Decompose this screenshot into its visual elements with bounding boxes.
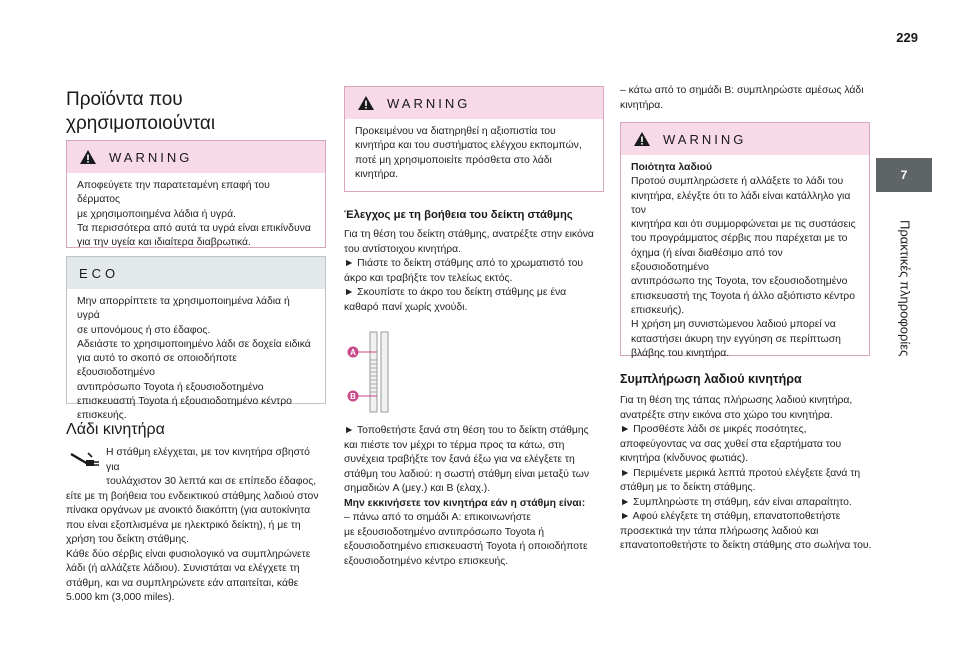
page-number: 229 [896,30,918,45]
eco-title: ECO [79,265,120,281]
mark-a-label: A [350,348,356,357]
warning-icon [633,131,651,147]
engine-oil-title: Λάδι κινητήρα [66,421,165,438]
warning-box-additives: WARNING Προκειμένου να διατηρηθεί η αξιοπιστία του κινητήρα και του συστήματος ελέγχου εκπομπών, ποτέ μη χρησιμοποιείτε πρόσθετα στο λάδι κινητήρα. [344,86,604,192]
warning-box-skin: WARNING Αποφεύγετε την παρατεταμένη επαφή του δέρματος με χρησιμοποιημένα λάδια ή υγρά. Τα περισσότερα από αυτά τα υγρά είναι επικίνδυνα για την υγεία και ιδιαίτερα διαβρωτικά. [66,140,326,248]
warning-icon [357,95,375,111]
engine-off-timer-icon [68,450,102,470]
warning-box-oil-quality: WARNING Ποιότητα λαδιού Προτού συμπληρώσετε ή αλλάξετε το λάδι του κινητήρα, ελέγξτε ότι το λάδι είναι κατάλληλο για τον κινητήρα και ότι συμμορφώνεται με τις συστάσεις του προγράμματος σέρβις που παρέχεται με το όχημα (ή είναι διαθέσιμο από τον εξουσιοδοτημένο αντιπρόσωπο της Toyota, τον εξουσιοδοτημένο επισκευαστή της Toyota ή άλλο αξιόπιστο κέντρο επισκευής). Η χρήση μη συνιστώμενου λαδιού μπορεί να καταστήσει άκυρη την εγγύηση σε περίπτωση βλάβης του κινητήρα. [620,122,870,356]
chapter-tab [876,142,960,374]
warning-title: WARNING [387,95,471,111]
warning-icon [79,149,97,165]
eco-box: ECO Μην απορρίπτετε τα χρησιμοποιημένα λάδια ή υγρά σε υπονόμους ή στο έδαφος. Αδειάστε το χρησιμοποιημένο λάδι σε δοχεία ειδικά για αυτό το σκοπό σε οποιοδήποτε εξουσιοδοτημένο αντιπρόσωπο Toyota ή εξουσιοδοτημένο επισκευαστή Toyota ή εξουσιοδοτημένο κέντρο επισκευής. [66,256,326,404]
topup-title: Συμπλήρωση λαδιού κινητήρα [620,372,802,386]
section-title: Προϊόντα που χρησιμοποιούνται [66,89,216,134]
dipstick-illustration [345,330,455,414]
warning-title: WARNING [109,149,193,165]
chapter-title: Πρακτικές πληροφορίες [897,219,913,357]
oil-quality-heading: Ποιότητα λαδιού [631,162,713,173]
mark-b-label: B [350,392,356,401]
chapter-number: 7 [876,158,932,192]
dipstick-title: Έλεγχος με τη βοήθεια του δείκτη στάθμης [344,209,573,221]
warning-title: WARNING [663,131,747,147]
